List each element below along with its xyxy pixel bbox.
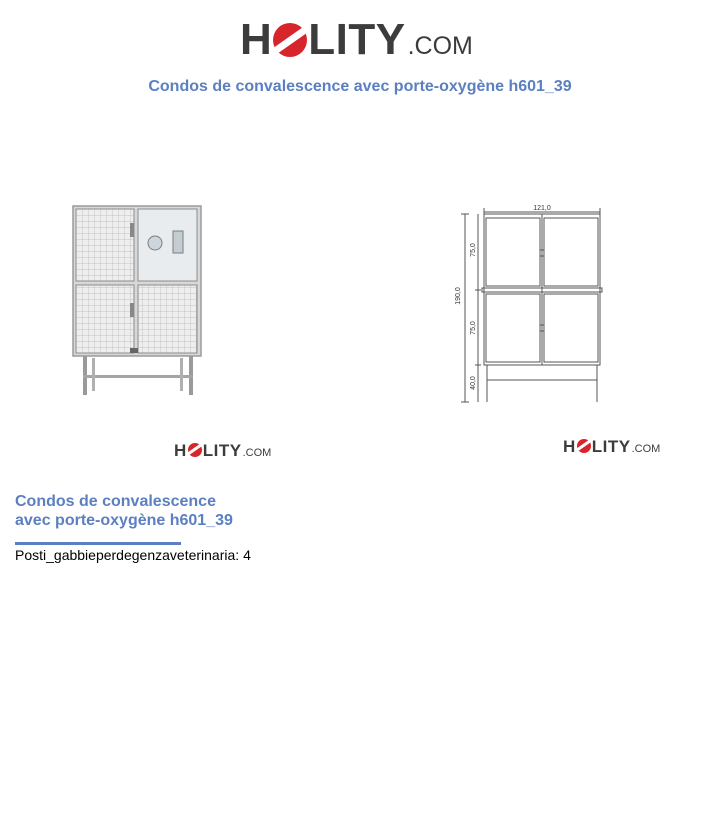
logo-text-lity: LITY [591, 437, 631, 456]
logo-text-h: H [174, 441, 187, 460]
page-title: Condos de convalescence avec porte-oxygène h601_39 [148, 78, 572, 95]
spec-label: Posti_gabbieperdegenzaveterinaria [15, 547, 236, 563]
dim-lower: 75,0 [470, 321, 477, 335]
logo-domain: .COM [242, 447, 272, 459]
logo-o-icon [188, 443, 202, 457]
technical-drawing [448, 200, 613, 410]
spec-line: Posti_gabbieperdegenzaveterinaria: 4 [15, 547, 251, 563]
watermark-logo-right [563, 437, 660, 457]
product-name-line-1: Condos de convalescence [15, 493, 216, 510]
logo-domain: .COM [407, 32, 473, 60]
logo-text-lity: LITY [308, 15, 406, 64]
product-name [15, 492, 315, 530]
logo-o-icon [577, 439, 591, 453]
logo-text-h: H [563, 437, 576, 456]
title-underline [15, 542, 181, 545]
watermark-logo-left [174, 441, 271, 461]
logo-text-h: H [240, 15, 273, 64]
dim-height: 190,0 [455, 287, 462, 305]
holity-logo[interactable] [240, 14, 473, 66]
spec-value: 4 [243, 547, 251, 563]
dim-legs: 40,0 [470, 376, 477, 390]
dim-upper: 75,0 [470, 243, 477, 257]
logo-domain: .COM [631, 443, 661, 455]
product-photo [70, 203, 205, 399]
dim-width: 121,0 [533, 205, 551, 212]
product-name-line-2: avec porte-oxygène h601_39 [15, 512, 233, 529]
logo-o-icon [273, 23, 307, 57]
logo-text-lity: LITY [202, 441, 242, 460]
